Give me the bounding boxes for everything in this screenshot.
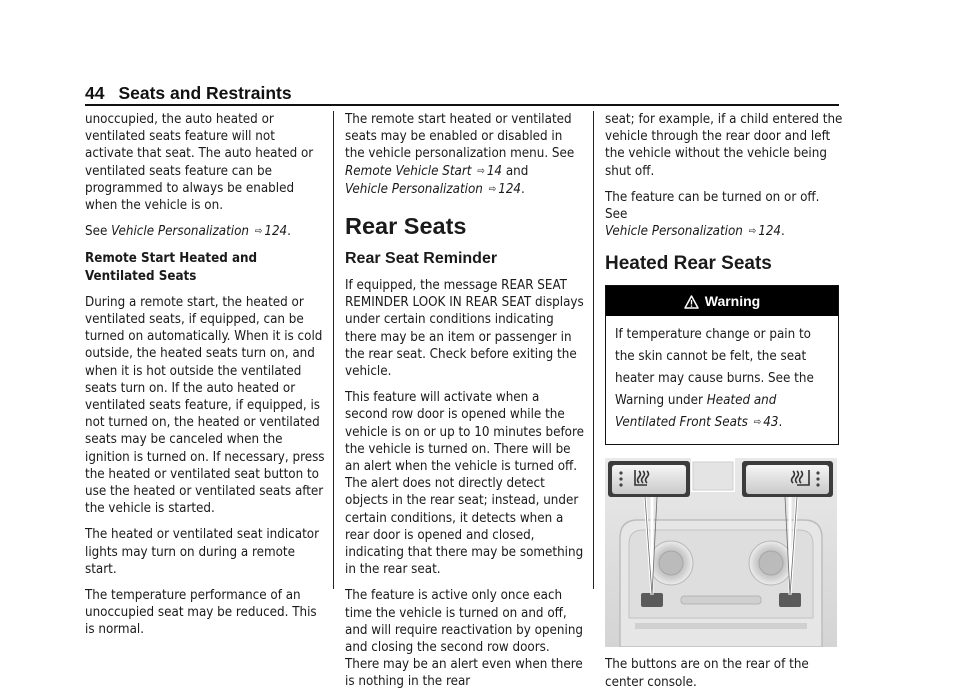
subheading: Remote Start Heated and Ventilated Seats bbox=[85, 251, 258, 284]
see-prefix: See bbox=[85, 224, 112, 240]
page-number: 44 bbox=[85, 83, 105, 103]
paragraph: The feature is active only once each time the vehicle is turned on and off, and will require reactivation by opening and closing the second row doors. There may be an alert even when there is nothing in the rear bbox=[345, 588, 583, 690]
page-header bbox=[85, 83, 292, 104]
section-title: Seats and Restraints bbox=[118, 83, 292, 103]
xref-page[interactable]: 124 bbox=[498, 181, 522, 197]
paragraph: seat; for example, if a child entered the vehicle through the rear door and left the vehicle without the vehicle being shut off. bbox=[605, 112, 843, 179]
column-left bbox=[85, 111, 325, 648]
warning-body bbox=[606, 316, 838, 444]
text: The feature can be turned on or off. See bbox=[605, 189, 820, 223]
warning-header bbox=[606, 286, 838, 316]
section-heading: Heated Rear Seats bbox=[605, 253, 772, 275]
paragraph: unoccupied, the auto heated or ventilated seats feature will not activate that seat. The auto heated or ventilated seats feature can be programmed to always be enabled when the vehicle is on. bbox=[85, 112, 314, 214]
punct: . bbox=[778, 415, 783, 431]
page-ref-arrow-icon: ⇨ bbox=[748, 226, 757, 238]
xref-page[interactable]: 43 bbox=[763, 415, 779, 431]
paragraph: The temperature performance of an unoccupied seat may be reduced. This is normal. bbox=[85, 588, 317, 638]
xref-link[interactable]: Vehicle Personalization bbox=[345, 181, 483, 197]
text: If temperature change or pain to the skin cannot be felt, the seat heater may cause burns. See the Warning under bbox=[615, 327, 814, 409]
punct: . bbox=[287, 224, 291, 240]
column-right bbox=[605, 111, 845, 700]
header-rule bbox=[85, 104, 839, 106]
xref-link[interactable]: Remote Vehicle Start bbox=[345, 163, 472, 179]
see-reference bbox=[85, 223, 325, 241]
paragraph: This feature will activate when a second row door is opened while the vehicle is on or up to 10 minutes before the vehicle is turned on. There will be an alert when the vehicle is turned off. The alert does not directly detect objects in the rear seat; instead, under certain conditions, it detects when a rear door is opened and closed, indicating that there may be something in the rear seat. bbox=[345, 390, 584, 578]
xref-link[interactable]: Vehicle Personalization bbox=[605, 224, 743, 240]
text: and bbox=[502, 163, 529, 179]
page-ref-arrow-icon: ⇨ bbox=[753, 417, 762, 429]
xref-link[interactable]: Vehicle Personalization bbox=[111, 224, 249, 240]
punct: . bbox=[781, 224, 785, 240]
column-divider bbox=[593, 111, 594, 589]
rear-console-photo bbox=[605, 458, 837, 647]
section-heading: Rear Seats bbox=[345, 213, 467, 240]
xref-link[interactable]: Heated and Ventilated Front Seats bbox=[615, 393, 777, 431]
page-ref-arrow-icon: ⇨ bbox=[488, 183, 497, 195]
xref-page[interactable]: 14 bbox=[486, 163, 503, 179]
paragraph bbox=[345, 111, 585, 199]
column-middle bbox=[345, 111, 585, 700]
warning-box bbox=[605, 285, 839, 445]
text: The remote start heated or ventilated seats may be enabled or disabled in the vehicle personalization menu. See bbox=[345, 112, 575, 162]
warning-triangle-icon bbox=[684, 295, 699, 309]
column-divider bbox=[333, 111, 334, 589]
paragraph: During a remote start, the heated or ventilated seats, if equipped, can be turned on automatically. When it is cold outside, the heated seats turn on, and when it is hot outside the ventilated seats turn on. If the auto heated or ventilated seats feature, if equipped, is not turned on, the heated or ventilated seats may be canceled when the ignition is turned on. If necessary, press the heated or ventilated seat button to use the heated or ventilated seats after the vehicle is started. bbox=[85, 294, 325, 517]
paragraph bbox=[605, 189, 845, 242]
warning-title: Warning bbox=[704, 293, 761, 310]
subsection-heading: Rear Seat Reminder bbox=[345, 250, 498, 268]
paragraph: If equipped, the message REAR SEAT REMINDER LOOK IN REAR SEAT displays under certain conditions indicating there may be an item or passenger in the rear seat. Check before exiting the vehicle. bbox=[345, 278, 584, 380]
figure-caption: The buttons are on the rear of the center console. bbox=[605, 657, 809, 690]
xref-page[interactable]: 124 bbox=[264, 224, 288, 240]
page-ref-arrow-icon: ⇨ bbox=[477, 165, 485, 177]
paragraph: The heated or ventilated seat indicator lights may turn on during a remote start. bbox=[85, 527, 320, 577]
xref-page[interactable]: 124 bbox=[758, 224, 782, 240]
punct: . bbox=[521, 181, 525, 197]
page-ref-arrow-icon: ⇨ bbox=[254, 226, 263, 238]
